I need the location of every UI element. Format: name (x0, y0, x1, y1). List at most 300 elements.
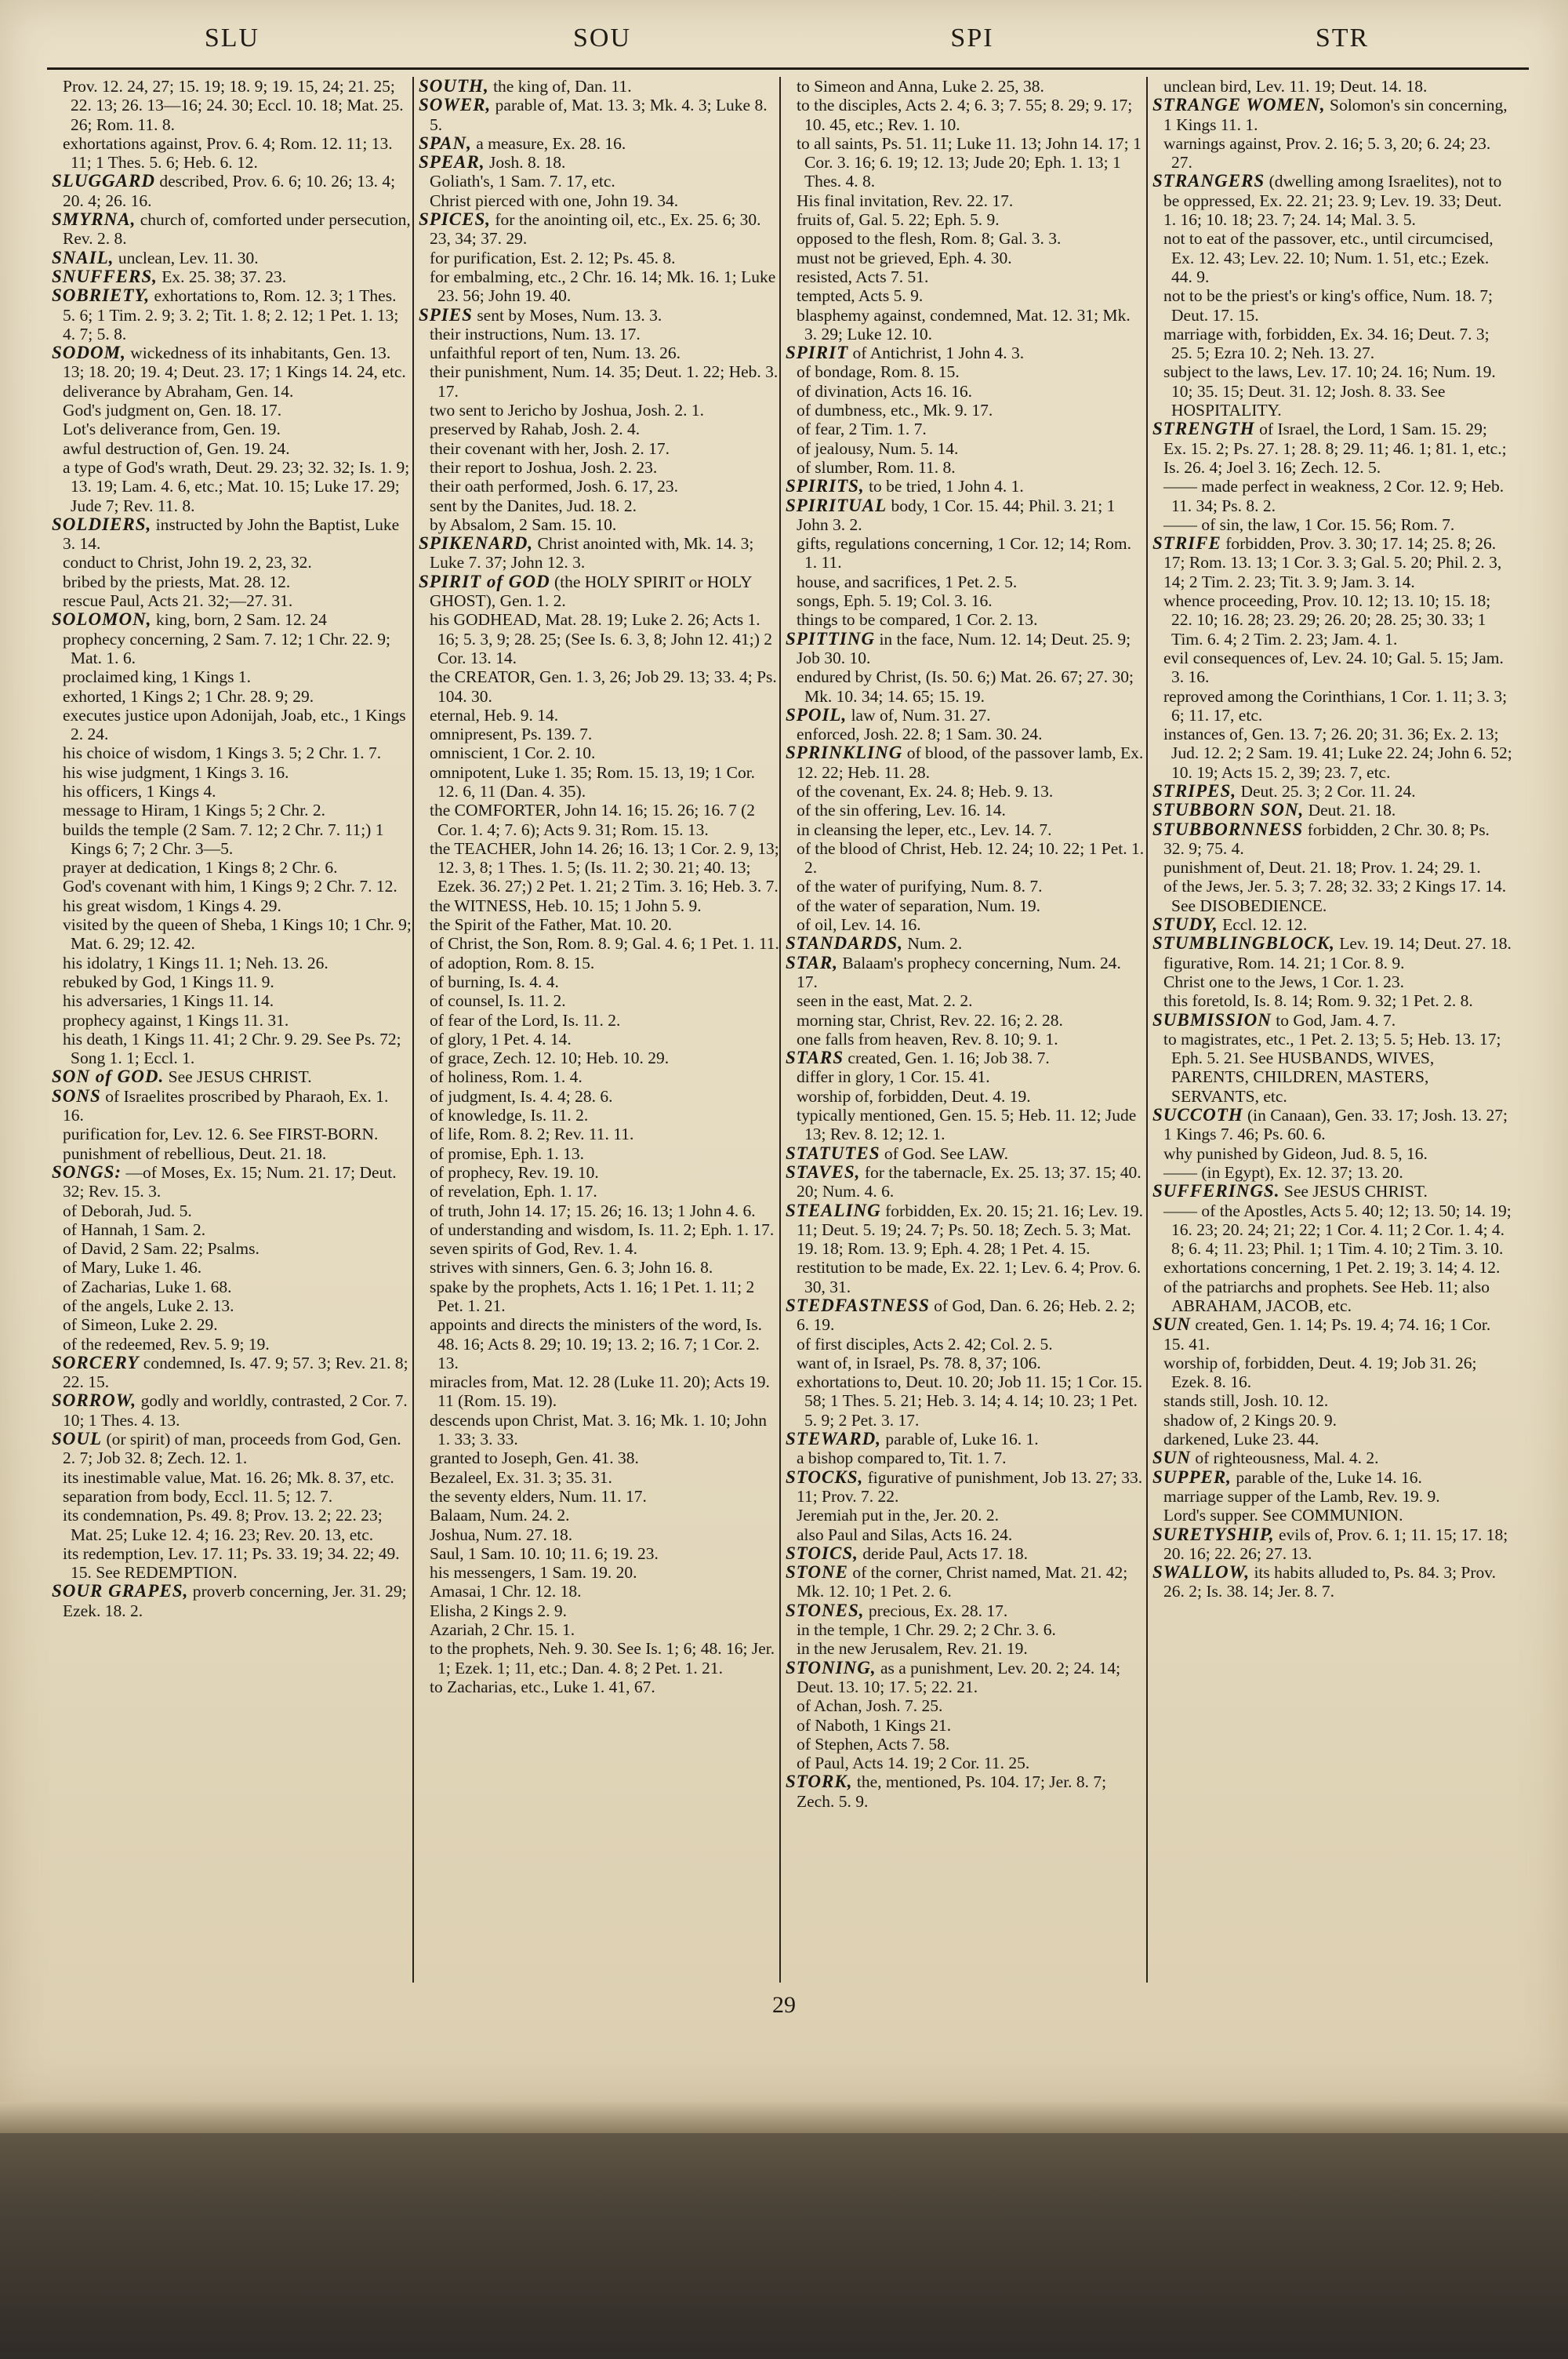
entry-text: of fear of the Lord, Is. 11. 2. (430, 1010, 621, 1030)
entry-text: in the temple, 1 Chr. 29. 2; 2 Chr. 3. 6. (797, 1620, 1056, 1640)
entry-keyword: STORK, (786, 1772, 853, 1792)
index-entry (419, 153, 779, 172)
header-col-1: SLU (204, 24, 260, 53)
entry-keyword: STEDFASTNESS (786, 1296, 930, 1315)
entry-text: of Naboth, 1 Kings 21. (797, 1715, 952, 1735)
entry-keyword: SNUFFERS, (52, 266, 158, 286)
entry-text: builds the temple (2 Sam. 7. 12; 2 Chr. 7. 11;) 1 Kings 6; 7; 2 Chr. 3—5. (63, 820, 384, 858)
index-entry (786, 1563, 1146, 1601)
index-subentry (419, 191, 779, 210)
index-subentry (419, 1315, 779, 1372)
entry-keyword: SOLDIERS, (52, 514, 152, 534)
index-subentry (419, 954, 779, 972)
index-subentry (52, 801, 412, 820)
index-entry (1152, 96, 1513, 134)
index-subentry (419, 725, 779, 743)
entry-text: their instructions, Num. 13. 17. (430, 324, 641, 343)
entry-text: of slumber, Rom. 11. 8. (797, 457, 956, 477)
entry-keyword: SPRINKLING (786, 743, 903, 763)
entry-keyword: STUDY, (1152, 914, 1218, 935)
entry-text: of Deborah, Jud. 5. (63, 1201, 192, 1220)
index-subentry (419, 1639, 779, 1677)
entry-text: Deut. 21. 18. (1308, 801, 1396, 820)
entry-keyword: STONE (786, 1562, 848, 1583)
index-subentry (52, 77, 412, 134)
header-rule (47, 67, 1529, 70)
entry-text: spake by the prophets, Acts 1. 16; 1 Pet. 1. 11; 2 Pet. 1. 21. (430, 1277, 755, 1315)
index-entry (786, 1430, 1146, 1448)
entry-text: Joshua, Num. 27. 18. (430, 1525, 573, 1544)
entry-text: described, Prov. 6. 6; 10. 26; 13. 4; 20. 4; 26. 16. (63, 172, 396, 210)
entry-text: strives with sinners, Gen. 6. 3; John 16. 8. (430, 1258, 713, 1278)
header-col-2: SOU (572, 24, 632, 53)
entry-text: the COMFORTER, John 14. 16; 15. 26; 16. 7 (2 Cor. 1. 4; 7. 6); Acts 9. 31; Rom. 15. 13. (430, 801, 755, 839)
entry-text: of promise, Eph. 1. 13. (430, 1143, 585, 1163)
index-subentry (786, 1106, 1146, 1144)
entry-text: deliverance by Abraham, Gen. 14. (63, 381, 294, 401)
entry-text: Elisha, 2 Kings 2. 9. (430, 1601, 567, 1620)
index-subentry (786, 1258, 1146, 1296)
entry-text: prayer at dedication, 1 Kings 8; 2 Chr. 6. (63, 858, 338, 878)
page-edge (0, 2102, 1568, 2133)
entry-text: restitution to be made, Ex. 22. 1; Lev. 6. 4; Prov. 6. 30, 31. (797, 1258, 1142, 1296)
entry-text: message to Hiram, 1 Kings 5; 2 Chr. 2. (63, 801, 326, 820)
entry-text: of the patriarchs and prophets. See Heb. 11; also ABRAHAM, JACOB, etc. (1163, 1277, 1490, 1315)
entry-text: Goliath's, 1 Sam. 7. 17, etc. (430, 172, 615, 191)
index-entry (1152, 1448, 1513, 1467)
entry-keyword: SOUR GRAPES, (52, 1581, 189, 1601)
entry-text: Amasai, 1 Chr. 12. 18. (430, 1582, 582, 1601)
index-subentry (786, 1354, 1146, 1372)
index-subentry (786, 286, 1146, 305)
entry-text: omnipresent, Ps. 139. 7. (430, 725, 593, 744)
entry-keyword: SUN (1152, 1314, 1192, 1335)
entry-text: his officers, 1 Kings 4. (63, 781, 216, 801)
entry-keyword: SOLOMON, (52, 609, 152, 630)
index-subentry (786, 1735, 1146, 1754)
entry-text: its condemnation, Ps. 49. 8; Prov. 13. 2; 22. 23; Mat. 25; Luke 12. 4; 16. 23; Rev. 20. 13, etc. (63, 1506, 383, 1544)
index-subentry (419, 839, 779, 896)
entry-text: His final invitation, Rev. 22. 17. (797, 191, 1014, 210)
entry-text: of prophecy, Rev. 19. 10. (430, 1162, 599, 1182)
index-subentry (1152, 134, 1513, 173)
index-subentry (419, 420, 779, 438)
entry-text: evils of, Prov. 6. 1; 11. 15; 17. 18; 20. 16; 22. 26; 27. 13. (1163, 1525, 1508, 1563)
entry-keyword: SPIRITUAL (786, 495, 887, 515)
index-entry (52, 1430, 412, 1468)
entry-text: of judgment, Is. 4. 4; 28. 6. (430, 1086, 613, 1106)
index-entry (786, 1049, 1146, 1067)
entry-text: sent by the Danites, Jud. 18. 2. (430, 496, 637, 515)
entry-text: omnipotent, Luke 1. 35; Rom. 15. 13, 19; 1 Cor. 12. 6, 11 (Dan. 4. 35). (430, 762, 756, 801)
entry-keyword: SWALLOW, (1152, 1562, 1250, 1583)
entry-text: Lord's supper. See COMMUNION. (1163, 1506, 1403, 1525)
index-entry (52, 515, 412, 554)
entry-text: precious, Ex. 28. 17. (868, 1601, 1008, 1620)
entry-keyword: SPICES, (419, 209, 492, 230)
entry-text: stands still, Josh. 10. 12. (1163, 1391, 1329, 1411)
entry-text: prophecy concerning, 2 Sam. 7. 12; 1 Chr. 22. 9; Mat. 1. 6. (63, 629, 390, 667)
entry-text: a bishop compared to, Tit. 1. 7. (797, 1448, 1007, 1468)
index-subentry (786, 1030, 1146, 1049)
entry-text: separation from body, Eccl. 11. 5; 12. 7. (63, 1486, 333, 1506)
index-entry (786, 630, 1146, 668)
entry-text: to be tried, 1 John 4. 1. (869, 477, 1024, 496)
index-subentry (419, 496, 779, 515)
entry-keyword: STRANGERS (1152, 171, 1265, 191)
entry-text: of truth, John 14. 17; 15. 26; 16. 13; 1 John 4. 6. (430, 1201, 756, 1220)
entry-text: their oath performed, Josh. 6. 17, 23. (430, 477, 679, 496)
index-subentry (419, 1544, 779, 1563)
entry-text: rescue Paul, Acts 21. 32;—27. 31. (63, 591, 293, 611)
entry-text: of Christ, the Son, Rom. 8. 9; Gal. 4. 6; 1 Pet. 1. 11. (430, 934, 779, 954)
entry-text: of grace, Zech. 12. 10; Heb. 10. 29. (430, 1049, 670, 1068)
entry-text: God's judgment on, Gen. 18. 17. (63, 401, 282, 420)
index-subentry (52, 1468, 412, 1487)
entry-keyword: SONGS: (52, 1161, 122, 1182)
entry-text: of oil, Lev. 14. 16. (797, 915, 921, 935)
entry-text: morning star, Christ, Rev. 22. 16; 2. 28. (797, 1010, 1063, 1030)
index-subentry (52, 782, 412, 801)
entry-keyword: STRIPES, (1152, 780, 1237, 801)
entry-text: Jeremiah put in the, Jer. 20. 2. (797, 1506, 999, 1525)
entry-keyword: SON of GOD. (52, 1067, 165, 1087)
entry-text: —of Moses, Ex. 15; Num. 21. 17; Deut. 32; Rev. 15. 3. (63, 1162, 397, 1201)
entry-text: —— made perfect in weakness, 2 Cor. 12. 9; Heb. 11. 34; Ps. 8. 2. (1163, 477, 1504, 515)
index-entry (52, 249, 412, 267)
entry-keyword: STOCKS, (786, 1467, 864, 1487)
entry-text: of God, Dan. 6. 26; Heb. 2. 2; 6. 19. (797, 1296, 1135, 1335)
entry-keyword: SPITTING (786, 628, 876, 649)
index-subentry (1152, 229, 1513, 286)
entry-keyword: SONS (52, 1085, 101, 1106)
entry-text: shadow of, 2 Kings 20. 9. (1163, 1410, 1337, 1430)
index-subentry (52, 1278, 412, 1296)
index-subentry (419, 1182, 779, 1201)
index-subentry (52, 1315, 412, 1334)
entry-text: as a punishment, Lev. 20. 2; 24. 14; Deut. 13. 10; 17. 5; 22. 21. (797, 1658, 1121, 1696)
index-entry (419, 306, 779, 325)
index-subentry (52, 877, 412, 896)
index-subentry (419, 991, 779, 1010)
entry-keyword: STEALING (786, 1200, 881, 1220)
index-subentry (419, 763, 779, 801)
entry-text: church of, comforted under persecution, Rev. 2. 8. (63, 210, 411, 249)
entry-text: (the HOLY SPIRIT or HOLY GHOST), Gen. 1. 2. (430, 572, 752, 611)
entry-keyword: SORROW, (52, 1390, 137, 1411)
entry-text: awful destruction of, Gen. 19. 24. (63, 438, 290, 458)
entry-keyword: SOBRIETY, (52, 285, 151, 306)
entry-text: of the angels, Luke 2. 13. (63, 1296, 234, 1315)
entry-text: two sent to Jericho by Joshua, Josh. 2. 1. (430, 401, 704, 420)
entry-text: Bezaleel, Ex. 31. 3; 35. 31. (430, 1467, 612, 1487)
entry-text: punishment of rebellious, Deut. 21. 18. (63, 1143, 327, 1163)
index-subentry (419, 458, 779, 477)
entry-text: the seventy elders, Num. 11. 17. (430, 1486, 647, 1506)
index-subentry (419, 1106, 779, 1125)
entry-text: of understanding and wisdom, Is. 11. 2; Eph. 1. 17. (430, 1219, 775, 1239)
entry-keyword: STUBBORN SON, (1152, 800, 1305, 820)
entry-text: sent by Moses, Num. 13. 3. (477, 305, 662, 325)
entry-keyword: STOICS, (786, 1543, 858, 1563)
index-entry (1152, 934, 1513, 953)
index-column-1 (52, 77, 412, 1983)
index-subentry (52, 1144, 412, 1163)
entry-keyword: STRANGE WOMEN, (1152, 95, 1326, 115)
entry-text: to all saints, Ps. 51. 11; Luke 11. 13; John 14. 17; 1 Cor. 3. 16; 6. 19; 12. 13; Jude 20; Eph. 1. 13; 1 Thes. 4. 8. (797, 133, 1142, 191)
entry-text: this foretold, Is. 8. 14; Rom. 9. 32; 1 Pet. 2. 8. (1163, 991, 1473, 1011)
entry-text: forbidden, Prov. 3. 30; 17. 14; 25. 8; 26. 17; Rom. 13. 13; 1 Cor. 3. 3; Gal. 5. 20; Phil. 2. 3, 14; 2 Tim. 2. 23; Tit. 3. 9; Jam. 3. 14. (1163, 534, 1502, 591)
index-subentry (52, 630, 412, 668)
entry-text: his choice of wisdom, 1 Kings 3. 5; 2 Chr. 1. 7. (63, 743, 382, 763)
index-subentry (786, 1716, 1146, 1735)
index-subentry (419, 1411, 779, 1449)
entry-text: the Spirit of the Father, Mat. 10. 20. (430, 915, 673, 935)
index-entry (786, 743, 1146, 782)
entry-keyword: SPIRIT (786, 343, 849, 363)
entry-text: by Absalom, 2 Sam. 15. 10. (430, 514, 617, 534)
entry-text: his idolatry, 1 Kings 11. 1; Neh. 13. 26. (63, 953, 328, 972)
entry-text: of dumbness, etc., Mk. 9. 17. (797, 401, 993, 420)
index-entry (1152, 782, 1513, 801)
index-entry (786, 954, 1146, 992)
index-entry (419, 572, 779, 611)
entry-keyword: SPIRITS, (786, 476, 865, 496)
index-subentry (52, 572, 412, 591)
entry-text: for the anointing oil, etc., Ex. 25. 6; 30. 23, 34; 37. 29. (430, 210, 761, 249)
index-subentry (1152, 725, 1513, 782)
index-entry (52, 286, 412, 343)
index-subentry (419, 743, 779, 762)
entry-text: body, 1 Cor. 15. 44; Phil. 3. 21; 1 John 3. 2. (797, 496, 1116, 534)
entry-text: figurative of punishment, Job 13. 27; 33. 11; Prov. 7. 22. (797, 1467, 1143, 1506)
index-subentry (786, 306, 1146, 344)
index-entry (1152, 420, 1513, 477)
index-subentry (419, 1620, 779, 1639)
index-subentry (1152, 877, 1513, 915)
index-subentry (419, 172, 779, 191)
entry-text: of blood, of the passover lamb, Ex. 12. 22; Heb. 11. 28. (797, 743, 1144, 782)
entry-keyword: STONES, (786, 1600, 865, 1620)
entry-keyword: SPOIL, (786, 704, 848, 725)
entry-text: purification for, Lev. 12. 6. See FIRST-BORN. (63, 1125, 379, 1144)
index-subentry (1152, 1430, 1513, 1448)
entry-text: the CREATOR, Gen. 1. 3, 26; Job 29. 13; 33. 4; Ps. 104. 30. (430, 667, 777, 706)
index-entry (1152, 915, 1513, 934)
entry-text: of jealousy, Num. 5. 14. (797, 438, 959, 458)
entry-text: unclean bird, Lev. 11. 19; Deut. 14. 18. (1163, 77, 1428, 96)
entry-text: of the blood of Christ, Heb. 12. 24; 10. 22; 1 Pet. 1. 2. (797, 838, 1145, 878)
index-subentry (52, 820, 412, 859)
index-subentry (419, 896, 779, 915)
entry-text: Deut. 25. 3; 2 Cor. 11. 24. (1240, 781, 1416, 801)
entry-text: executes justice upon Adonijah, Joab, etc., 1 Kings 2. 24. (63, 705, 406, 744)
index-entry (786, 477, 1146, 496)
index-subentry (786, 820, 1146, 839)
index-subentry (419, 1239, 779, 1258)
entry-text: instructed by John the Baptist, Luke 3. 14. (63, 514, 400, 554)
entry-text: condemned, Is. 47. 9; 57. 3; Rev. 21. 8; 22. 15. (63, 1353, 408, 1392)
index-subentry (1152, 362, 1513, 420)
index-subentry (786, 896, 1146, 915)
entry-text: marriage supper of the Lamb, Rev. 19. 9. (1163, 1486, 1440, 1506)
entry-text: to the prophets, Neh. 9. 30. See Is. 1; 6; 48. 16; Jer. 1; Ezek. 1; 11, etc.; Dan. 4. 8; 2 Pet. 1. 21. (430, 1639, 775, 1677)
entry-text: the TEACHER, John 14. 26; 16. 13; 1 Cor. 2. 9, 13; 12. 3, 8; 1 Thes. 1. 5; (Is. 11. 2; 30. 21; 40. 13; Ezek. 36. 27;) 2 Pet. 1. 21; 2 Tim. 3. 16; Heb. 3. 7. (430, 838, 779, 896)
entry-text: prophecy against, 1 Kings 11. 31. (63, 1010, 289, 1030)
entry-text: his GODHEAD, Mat. 28. 19; Luke 2. 26; Acts 1. 16; 5. 3, 9; 28. 25; (See Is. 6. 3, 8; John 12. 41;) 2 Cor. 13. 14. (430, 610, 772, 667)
index-subentry (52, 553, 412, 572)
entry-text: Christ pierced with one, John 19. 34. (430, 191, 679, 210)
entry-text: differ in glory, 1 Cor. 15. 41. (797, 1067, 990, 1087)
entry-text: worship of, forbidden, Deut. 4. 19; Job 31. 26; Ezek. 8. 16. (1163, 1353, 1477, 1392)
index-subentry (786, 572, 1146, 591)
index-subentry (52, 687, 412, 706)
entry-text: Josh. 8. 18. (489, 153, 566, 173)
index-subentry (419, 477, 779, 496)
index-entry (419, 96, 779, 134)
entry-text: Ex. 25. 38; 37. 23. (162, 267, 287, 286)
index-subentry (52, 972, 412, 991)
index-entry (1152, 1182, 1513, 1201)
index-entry (419, 534, 779, 572)
index-entry (786, 1772, 1146, 1811)
index-subentry (419, 439, 779, 458)
entry-text: of holiness, Rom. 1. 4. (430, 1067, 583, 1087)
index-subentry (419, 515, 779, 534)
index-subentry (419, 915, 779, 934)
index-subentry (52, 858, 412, 877)
index-subentry (419, 362, 779, 401)
index-subentry (786, 591, 1146, 610)
entry-text: proverb concerning, Jer. 31. 29; Ezek. 18. 2. (63, 1582, 407, 1620)
entry-keyword: STEWARD, (786, 1429, 881, 1449)
index-subentry (786, 1506, 1146, 1525)
index-subentry (419, 1677, 779, 1696)
index-subentry (419, 1067, 779, 1086)
index-subentry (1152, 1163, 1513, 1182)
index-subentry (52, 915, 412, 954)
index-subentry (786, 1696, 1146, 1715)
entry-keyword: STANDARDS, (786, 933, 903, 954)
entry-text: fruits of, Gal. 5. 22; Eph. 5. 9. (797, 210, 1000, 230)
index-entry (52, 1163, 412, 1201)
index-subentry (419, 1525, 779, 1544)
entry-text: of the Jews, Jer. 5. 3; 7. 28; 32. 33; 2 Kings 17. 14. See DISOBEDIENCE. (1163, 877, 1507, 915)
entry-text: warnings against, Prov. 2. 16; 5. 3, 20; 6. 24; 23. 27. (1163, 133, 1491, 173)
entry-text: figurative, Rom. 14. 21; 1 Cor. 8. 9. (1163, 953, 1405, 972)
entry-text: law of, Num. 31. 27. (851, 705, 991, 725)
index-subentry (1152, 1354, 1513, 1392)
index-column-3 (786, 77, 1146, 1983)
index-subentry (419, 1372, 779, 1411)
entry-text: its inestimable value, Mat. 16. 26; Mk. 8. 37, etc. (63, 1467, 394, 1487)
index-subentry (52, 401, 412, 420)
entry-text: Azariah, 2 Chr. 15. 1. (430, 1620, 575, 1640)
entry-keyword: STRENGTH (1152, 419, 1255, 439)
entry-text: of Zacharias, Luke 1. 68. (63, 1277, 232, 1296)
index-entry (52, 172, 412, 210)
index-subentry (786, 229, 1146, 248)
index-subentry (419, 1030, 779, 1049)
index-subentry (786, 1620, 1146, 1639)
entry-text: why punished by Gideon, Jud. 8. 5, 16. (1163, 1143, 1428, 1163)
entry-text: in the face, Num. 12. 14; Deut. 25. 9; Job 30. 10. (797, 629, 1131, 667)
entry-text: parable of the, Luke 14. 16. (1236, 1467, 1422, 1487)
index-subentry (1152, 858, 1513, 877)
index-subentry (1152, 954, 1513, 972)
entry-text: of the covenant, Ex. 24. 8; Heb. 9. 13. (797, 781, 1054, 801)
entry-text: Balaam, Num. 24. 2. (430, 1506, 570, 1525)
entry-text: of Hannah, 1 Sam. 2. (63, 1219, 206, 1239)
column-divider (412, 77, 414, 1983)
entry-text: things to be compared, 1 Cor. 2. 13. (797, 610, 1038, 630)
entry-text: Lev. 19. 14; Deut. 27. 18. (1339, 934, 1512, 954)
entry-text: unclean, Lev. 11. 30. (118, 248, 259, 267)
entry-keyword: SPIES (419, 304, 473, 325)
index-subentry (786, 1335, 1146, 1354)
entry-text: deride Paul, Acts 17. 18. (862, 1543, 1029, 1563)
entry-text: of the redeemed, Rev. 5. 9; 19. (63, 1334, 270, 1354)
entry-text: rebuked by God, 1 Kings 11. 9. (63, 972, 274, 991)
index-entry (786, 496, 1146, 535)
column-divider (1146, 77, 1148, 1983)
entry-keyword: SURETYSHIP, (1152, 1524, 1275, 1544)
entry-text: of first disciples, Acts 2. 42; Col. 2. 5. (797, 1334, 1053, 1354)
index-entry (786, 1163, 1146, 1201)
index-subentry (786, 915, 1146, 934)
entry-text: punishment of, Deut. 21. 18; Prov. 1. 24; 29. 1. (1163, 858, 1481, 878)
entry-text: See JESUS CHRIST. (1283, 1182, 1428, 1201)
entry-text: —— of the Apostles, Acts 5. 40; 12; 13. 50; 14. 19; 16. 23; 20. 24; 21; 22; 1 Cor. 4. 11; 2 Cor. 1. 4; 4. 8; 6. 4; 11. 23; Phil. 1; 1 Tim. 4. 10; 2 Tim. 3. 10. (1163, 1201, 1512, 1259)
index-subentry (786, 1639, 1146, 1658)
entry-text: Solomon's sin concerning, 1 Kings 11. 1. (1163, 96, 1508, 134)
index-subentry (419, 934, 779, 953)
index-subentry (786, 96, 1146, 134)
entry-keyword: SUCCOTH (1152, 1105, 1243, 1125)
entry-text: granted to Joseph, Gen. 41. 38. (430, 1448, 639, 1468)
index-subentry (786, 1067, 1146, 1086)
index-subentry (1152, 1258, 1513, 1277)
index-subentry (1152, 591, 1513, 649)
index-entry (52, 343, 412, 382)
index-subentry (1152, 477, 1513, 515)
entry-text: —— (in Egypt), Ex. 12. 37; 13. 20. (1163, 1162, 1403, 1182)
entry-keyword: SOUTH, (419, 77, 489, 96)
index-subentry (1152, 1391, 1513, 1410)
entry-text: Prov. 12. 24, 27; 15. 19; 18. 9; 19. 15, 24; 21. 25; 22. 13; 26. 13—16; 24. 30; Eccl. 10. 18; Mat. 25. 26; Rom. 11. 8. (63, 77, 404, 134)
entry-text: for embalming, etc., 2 Chr. 16. 14; Mk. 16. 1; Luke 23. 56; John 19. 40. (430, 267, 776, 306)
page-number: 29 (772, 1992, 796, 2018)
index-subentry (52, 1544, 412, 1583)
index-subentry (419, 706, 779, 725)
entry-text: blasphemy against, condemned, Mat. 12. 31; Mk. 3. 29; Luke 12. 10. (797, 305, 1131, 343)
entry-text: his messengers, 1 Sam. 19. 20. (430, 1563, 637, 1583)
entry-text: omniscient, 1 Cor. 2. 10. (430, 743, 596, 763)
entry-text: of fear, 2 Tim. 1. 7. (797, 420, 927, 439)
entry-text: typically mentioned, Gen. 15. 5; Heb. 11. 12; Jude 13; Rev. 8. 12; 12. 1. (797, 1106, 1137, 1144)
index-subentry (1152, 1506, 1513, 1525)
entry-text: of righteousness, Mal. 4. 2. (1195, 1448, 1379, 1468)
index-entry (786, 1601, 1146, 1620)
index-entry (419, 134, 779, 153)
index-subentry (419, 801, 779, 839)
entry-text: seen in the east, Mat. 2. 2. (797, 991, 973, 1011)
index-subentry (419, 1163, 779, 1182)
entry-text: of bondage, Rom. 8. 15. (797, 362, 960, 382)
entry-keyword: SPIRIT of GOD (419, 571, 550, 591)
index-subentry (786, 420, 1146, 438)
entry-text: to the disciples, Acts 2. 4; 6. 3; 7. 55; 8. 29; 9. 17; 10. 45, etc.; Rev. 1. 10. (797, 96, 1133, 134)
